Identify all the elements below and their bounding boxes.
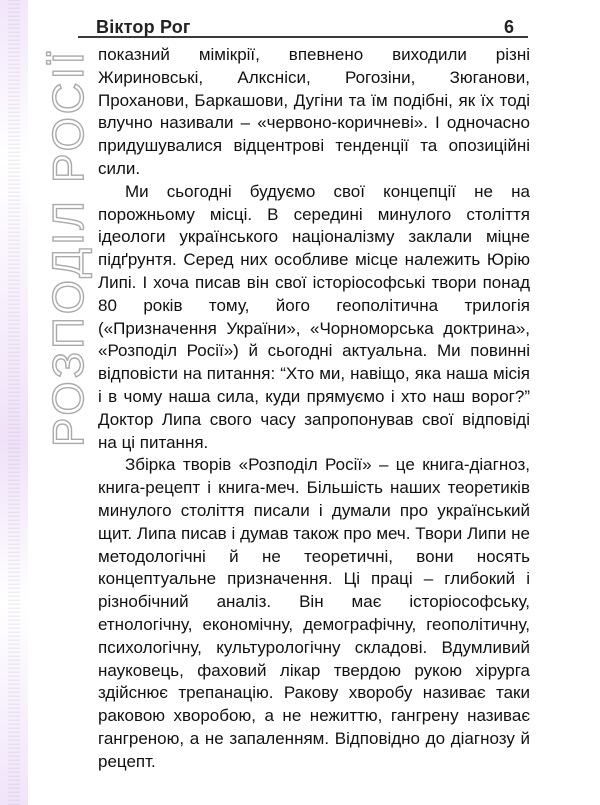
vertical-book-title: РОЗПОДІЛ РОСІЇ — [44, 48, 93, 447]
main-text-content — [98, 44, 530, 774]
author-name: Віктор Рог — [96, 17, 191, 37]
page-number: 6 — [503, 17, 514, 37]
text-paragraph-2: Ми сьогодні будуємо свої концепції не на порожньому місці. В середині минулого століття ідеологи українського націоналізму заклали міцне підґрунтя. Серед них особливе місце належить Юрію Липі. І хоча писав він свої історіософські твори понад 80 років тому, його геополітична трилогія («Призначення України», «Чорноморська доктрина», «Розподіл Росії») й сьогодні актуальна. Ми повинні відповісти на питання: “Хто ми, навіщо, яка наша місія і в чому наша сила, куди прямуємо і хто наш ворог?” Доктор Липа свого часу запропонував свої відповіді на ці питання. — [98, 181, 530, 452]
page-header — [78, 8, 528, 38]
text-paragraph-3: Збірка творів «Розподіл Росії» – це книга-діагноз, книга-рецепт і книга-меч. Більшість наших теоретиків минулого століття писали і думали про український щит. Липа писав і думав також про меч. Твори Липи не методологічні й не теоретичні, вони носять концептуальне призначення. Ці праці – глибокий і різнобічний аналіз. Він має історіософську, етнологічну, економічну, демографічну, геополітичну, психологічну, культурологічну складові. Вдумливий науковець, фаховий лікар твердою рукою хірурга здійснює трепанацію. Ракову хворобу називає таки раковою хворобою, а не нежиттю, гангрену називає гангреною, а не запаленням. Відповідно до діагнозу й рецепт. — [98, 455, 530, 771]
page-edge — [0, 0, 28, 805]
text-paragraph-1: показний мімікрії, впевнено виходили різні Жириновські, Алксніси, Рогозіни, Зюганови, Проханови, Баркашови, Дугіни та їм подібні, як їх тоді влучно називали – «червоно-коричневі». І одночасно придушувалися відцентрові тенденції та опозиційні сили. — [98, 45, 530, 178]
page-edge-texture — [8, 0, 20, 805]
